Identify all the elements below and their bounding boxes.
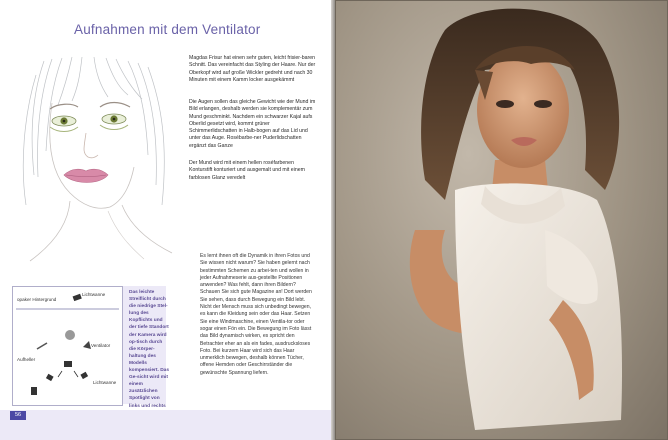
lighting-caption: Das leichte Streiflicht durch die niedrige Stel-lung des Kopflichts und der tiefe Standort der Kamera wird op-tisch durch die Körper-haltung des Modells kompensiert. Das Ge-sicht wird mit einem zusätzlichen Spotlight von links und rechts — [129, 290, 169, 409]
fill-light-top-label: Lichtwanne — [82, 292, 106, 297]
light-icon — [31, 387, 37, 395]
mouth-text: Der Mund wird mit einem hellen roséfarbenen Konturstift konturiert und ausgemalt und mit einem farblosen Glanz veredelt — [189, 160, 305, 181]
model-photo — [335, 0, 668, 440]
background-label: opaker Hintergrund — [17, 297, 57, 302]
fan-label: Ventilator — [91, 343, 111, 348]
right-page — [335, 0, 668, 440]
fill-light-bottom-label: Lichtwanne — [93, 380, 117, 385]
page-title: Aufnahmen mit dem Ventilator — [74, 22, 261, 37]
camera-icon — [64, 361, 72, 367]
lighting-diagram — [12, 286, 123, 406]
footer-band — [0, 410, 333, 440]
left-page — [0, 0, 333, 440]
light-icon — [80, 372, 88, 379]
eyes-text: Die Augen sollen das gleiche Gewicht wie der Mund im Bild erlangen, deshalb werden sie komplementär zum Mund geschminkt. Nachdem ein schwarzer Kajal aufs Oberlid gesetzt wird, kommt grüner Schimmerlidschatten in Halb-bogen auf das Lid und unter das Auge. Rosébarbe-ner Puderlidschatten ergänzt das Ganze — [189, 99, 316, 149]
reflector-label: Aufheller — [17, 357, 36, 362]
hair-text: Magdas Frisur hat einen sehr guten, leicht frisier-baren Schnitt. Das vereinfacht das Styling der Haare. Nur der Oberkopf wird auf große Wickler gedreht und nach 30 Minuten mit einem Kamm locker ausgekämmt — [189, 55, 316, 83]
lighting-diagram-drawing — [13, 287, 122, 405]
light-icon — [73, 294, 82, 301]
fan-icon — [83, 341, 91, 349]
makeup-sketch-illustration — [12, 55, 182, 267]
body-text: Es lernt ihnen oft die Dynamik in ihren Fotos und Sie wissen nicht warum? Sie haben gelernt nach bestimmten Schemen zu arbei-ten und wollen in jeder Aufnahmeserie aus-gestellte Positionen anwenden? Was fehlt, dann ihren Bildern? Schauen Sie sich gute Magazine an! Dort werden Sie sehen, dass durch Bewegung ein Bild lebt. Nicht der Mensch muss sich unbedingt bewegen, es kann die Kleidung sein oder das Haar. Setzen Sie eine Windmaschine, einen Ventila-tor oder sogar einen Fön ein. Die Bewegung im Foto lässt das Bild dynamisch wirken, es spricht den Betrachter eher an als ein fades, ausdrucksloses Foto. Bei kurzem Haar wird sich das Haar unmerklich bewegen, deshalb können Tücher, offene Hemden oder Geschirrständer die gewünschte Spannung liefern. — [200, 253, 312, 376]
model-icon — [65, 330, 75, 340]
page-number: 56 — [10, 411, 26, 420]
light-icon — [46, 374, 54, 381]
reflector-icon — [37, 343, 47, 349]
